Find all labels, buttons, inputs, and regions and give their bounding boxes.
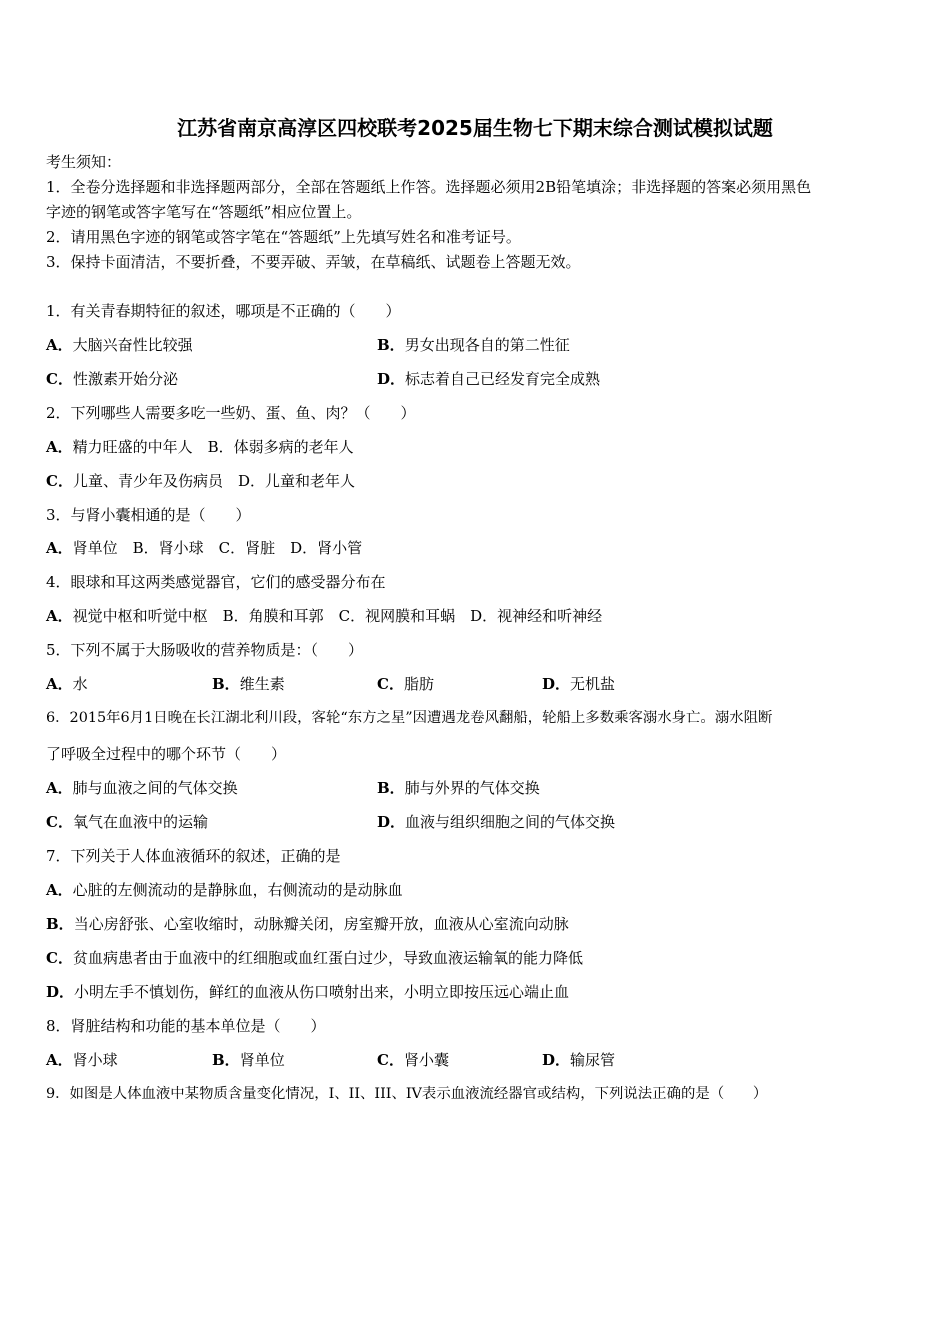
option-label: A．	[46, 438, 73, 456]
question-8-option-d	[542, 1050, 615, 1070]
option-label: A．	[46, 607, 73, 625]
option-text: 大脑兴奋性比较强	[72, 336, 193, 354]
question-8-option-a	[46, 1050, 118, 1070]
question-6-stem: 6．2015年6月1日晚在长江湖北利川段，客轮“东方之星”因遭遇龙卷风翻船，轮船上多数乘客溺水身亡。溺水阻断	[46, 710, 773, 726]
question-8-option-b	[212, 1050, 285, 1070]
option-text: 心脏的左侧流动的是静脉血，右侧流动的是动脉血	[72, 881, 403, 899]
question-1-option-d	[377, 369, 600, 389]
option-label: C．	[377, 1051, 404, 1069]
option-text: 小明左手不慎划伤，鲜红的血液从伤口喷射出来，小明立即按压远心端止血	[74, 983, 570, 1001]
question-7-option-d	[46, 982, 569, 1002]
question-5-option-c	[377, 674, 434, 694]
question-2-options-row-2	[46, 471, 355, 491]
question-1-option-c	[46, 369, 178, 389]
option-text: 肾小囊	[403, 1051, 449, 1069]
question-5-option-d	[542, 674, 615, 694]
question-8-option-c	[377, 1050, 449, 1070]
option-text: 标志着自己已经发育完全成熟	[405, 370, 601, 388]
option-label: A．	[46, 881, 73, 899]
question-1-option-b	[377, 335, 570, 355]
question-1-stem: 1．有关青春期特征的叙述，哪项是不正确的（ ）	[46, 302, 401, 320]
question-5-stem: 5．下列不属于大肠吸收的营养物质是：（ ）	[46, 641, 364, 659]
question-6-option-b	[377, 778, 540, 798]
option-text: 维生素	[239, 675, 285, 693]
option-label: B．	[46, 915, 74, 933]
option-text: 肾单位	[239, 1051, 285, 1069]
option-label: C．	[46, 949, 73, 967]
question-6-option-a	[46, 778, 238, 798]
notice-item: 字迹的钢笔或答字笔写在“答题纸”相应位置上。	[46, 203, 362, 221]
option-text: 儿童、青少年及伤病员 D．儿童和老年人	[72, 472, 355, 490]
question-7-option-c	[46, 948, 583, 968]
question-6-stem-cont: 了呼吸全过程中的哪个环节（ ）	[46, 745, 287, 763]
option-label: B．	[377, 779, 405, 797]
option-label: C．	[377, 675, 404, 693]
option-text: 性激素开始分泌	[72, 370, 178, 388]
question-1-option-a	[46, 335, 193, 355]
option-text: 肺与外界的气体交换	[404, 779, 540, 797]
option-label: B．	[212, 675, 240, 693]
option-text: 输尿管	[570, 1051, 616, 1069]
option-text: 水	[72, 675, 88, 693]
option-label: B．	[212, 1051, 240, 1069]
question-4-options	[46, 606, 602, 626]
notice-item: 3．保持卡面清洁，不要折叠，不要弄破、弄皱，在草稿纸、试题卷上答题无效。	[46, 253, 581, 271]
option-text: 肾单位 B．肾小球 C．肾脏 D．肾小管	[72, 539, 363, 557]
option-label: B．	[377, 336, 405, 354]
option-text: 脂肪	[403, 675, 434, 693]
option-label: A．	[46, 539, 73, 557]
page-title: 江苏省南京高淳区四校联考2025届生物七下期末综合测试模拟试题	[177, 116, 773, 140]
option-text: 血液与组织细胞之间的气体交换	[405, 813, 616, 831]
option-label: C．	[46, 472, 73, 490]
option-label: D．	[542, 675, 571, 693]
option-text: 精力旺盛的中年人 B．体弱多病的老年人	[72, 438, 354, 456]
question-3-stem: 3．与肾小囊相通的是（ ）	[46, 506, 251, 524]
notice-heading: 考生须知：	[46, 153, 122, 171]
option-text: 氧气在血液中的运输	[72, 813, 208, 831]
question-2-stem: 2．下列哪些人需要多吃一些奶、蛋、鱼、肉？（ ）	[46, 404, 416, 422]
option-label: D．	[377, 370, 406, 388]
question-2-options-row-1	[46, 437, 354, 457]
question-9-stem: 9．如图是人体血液中某物质含量变化情况，I、II、III、IV表示血液流经器官或结构，下列说法正确的是（ ）	[46, 1086, 768, 1102]
question-7-option-a	[46, 880, 403, 900]
question-7-option-b	[46, 914, 569, 934]
option-label: A．	[46, 336, 73, 354]
option-label: D．	[46, 983, 75, 1001]
question-6-option-c	[46, 812, 208, 832]
question-3-options	[46, 538, 362, 558]
option-text: 无机盐	[570, 675, 616, 693]
option-label: C．	[46, 370, 73, 388]
option-label: A．	[46, 1051, 73, 1069]
option-label: A．	[46, 675, 73, 693]
option-text: 男女出现各自的第二性征	[404, 336, 570, 354]
option-text: 肾小球	[72, 1051, 118, 1069]
question-6-option-d	[377, 812, 615, 832]
option-text: 当心房舒张、心室收缩时，动脉瓣关闭，房室瓣开放，血液从心室流向动脉	[73, 915, 569, 933]
option-label: C．	[46, 813, 73, 831]
option-text: 贫血病患者由于血液中的红细胞或血红蛋白过少，导致血液运输氧的能力降低	[72, 949, 583, 967]
question-7-stem: 7．下列关于人体血液循环的叙述，正确的是	[46, 847, 341, 865]
option-label: D．	[542, 1051, 571, 1069]
option-label: A．	[46, 779, 73, 797]
question-8-stem: 8．肾脏结构和功能的基本单位是（ ）	[46, 1017, 326, 1035]
notice-item: 2．请用黑色字迹的钢笔或答字笔在“答题纸”上先填写姓名和准考证号。	[46, 228, 521, 246]
question-4-stem: 4．眼球和耳这两类感觉器官，它们的感受器分布在	[46, 573, 386, 591]
option-label: D．	[377, 813, 406, 831]
question-5-option-b	[212, 674, 285, 694]
option-text: 视觉中枢和听觉中枢 B．角膜和耳郭 C．视网膜和耳蜗 D．视神经和听神经	[72, 607, 603, 625]
question-5-option-a	[46, 674, 88, 694]
notice-item: 1．全卷分选择题和非选择题两部分，全部在答题纸上作答。选择题必须用2B铅笔填涂；非选择题的答案必须用黑色	[46, 178, 812, 196]
option-text: 肺与血液之间的气体交换	[72, 779, 238, 797]
